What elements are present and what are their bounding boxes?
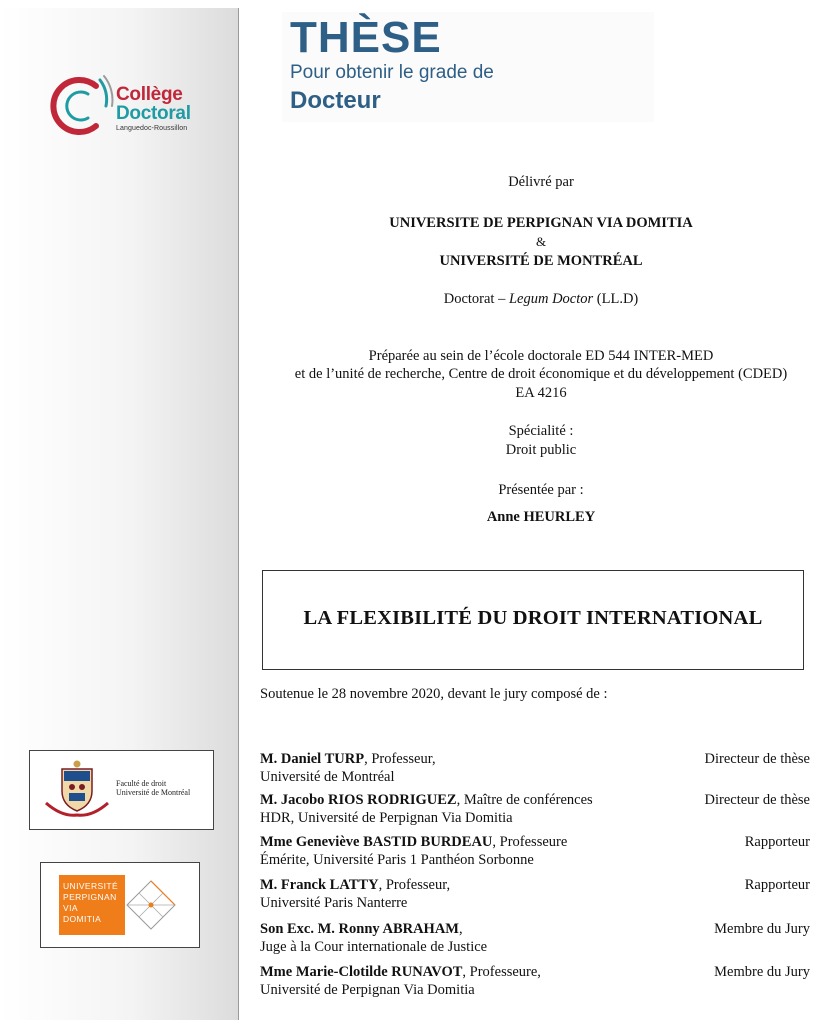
ampersand: &	[535, 234, 547, 249]
jury-member-affiliation: Juge à la Cour internationale de Justice	[260, 939, 488, 955]
speciality-value: Droit public	[505, 442, 577, 458]
upvd-logo-line4: DOMITIA	[63, 914, 102, 924]
upvd-logo	[40, 862, 200, 948]
udem-logo-line1: Faculté de droit	[116, 779, 167, 788]
jury-member-name: Mme Marie-Clotilde RUNAVOT	[260, 964, 463, 980]
jury-member-role: Rapporteur	[744, 877, 810, 893]
jury-member-role: Membre du Jury	[714, 921, 810, 937]
jury-member	[260, 833, 816, 869]
udem-logo-line2: Université de Montréal	[116, 788, 191, 797]
jury-member-affiliation: Émérite, Université Paris 1 Panthéon Sorbonne	[260, 852, 534, 868]
logo-text-doctoral: Doctoral	[116, 103, 191, 124]
doctorate-abbrev: (LL.D)	[596, 291, 639, 307]
logo-text-region: Languedoc-Roussillon	[116, 125, 188, 132]
thesis-title-box	[262, 570, 804, 670]
jury-member-role: Directeur de thèse	[704, 751, 810, 767]
jury-member-title: , Professeur,	[378, 877, 451, 893]
jury-member-title: , Professeure	[492, 834, 568, 850]
thesis-grade: Docteur	[290, 87, 381, 114]
doctorate-latin: Legum Doctor	[508, 291, 594, 307]
jury-member-name: M. Daniel TURP	[260, 751, 365, 767]
jury-member-title: , Professeur,	[364, 751, 436, 767]
jury-member-affiliation: Université de Montréal	[260, 769, 395, 785]
jury-member	[260, 920, 816, 956]
jury-member-affiliation: HDR, Université de Perpignan Via Domitia	[260, 810, 513, 826]
defense-statement: Soutenue le 28 novembre 2020, devant le jury composé de :	[260, 686, 608, 702]
university-montreal: UNIVERSITÉ DE MONTRÉAL	[439, 253, 643, 269]
thesis-title: LA FLEXIBILITÉ DU DROIT INTERNATIONAL	[303, 607, 763, 629]
jury-member	[260, 791, 816, 827]
doctorate-prefix: Doctorat –	[443, 291, 506, 307]
presented-label: Présentée par :	[498, 482, 584, 498]
thesis-heading: THÈSE	[290, 13, 442, 62]
jury-member-role: Directeur de thèse	[704, 792, 810, 808]
author-name: Anne HEURLEY	[486, 509, 596, 525]
jury-member	[260, 963, 816, 999]
jury-member-title: , Maître de conférences	[456, 792, 593, 808]
prepared-line3: EA 4216	[515, 385, 567, 401]
college-doctoral-emblem-icon	[44, 70, 114, 142]
jury-member-role: Rapporteur	[744, 834, 810, 850]
upvd-logo-line3: VIA	[63, 903, 78, 913]
jury-member-name: Son Exc. M. Ronny ABRAHAM	[260, 921, 459, 937]
jury-member-affiliation: Université Paris Nanterre	[260, 895, 408, 911]
jury-member-role: Membre du Jury	[714, 964, 810, 980]
jury-member	[260, 876, 816, 912]
delivered-by: Délivré par	[508, 174, 574, 190]
speciality-label: Spécialité :	[508, 423, 574, 439]
udem-logo	[29, 750, 214, 830]
jury-member-affiliation: Université de Perpignan Via Domitia	[260, 982, 475, 998]
jury-member-title: ,	[459, 921, 463, 937]
jury-member	[260, 750, 816, 786]
thesis-subheading: Pour obtenir le grade de	[290, 62, 494, 83]
jury-member-title: , Professeure,	[462, 964, 541, 980]
jury-member-name: Mme Geneviève BASTID BURDEAU	[260, 834, 493, 850]
upvd-lattice-icon	[121, 871, 191, 939]
jury-member-name: M. Jacobo RIOS RODRIGUEZ	[260, 792, 457, 808]
logo-text-college: Collège	[116, 84, 183, 105]
college-doctoral-logo	[44, 70, 214, 142]
upvd-logo-line2: PERPIGNAN	[63, 892, 117, 902]
jury-member-name: M. Franck LATTY	[260, 877, 379, 893]
university-perpignan: UNIVERSITE DE PERPIGNAN VIA DOMITIA	[389, 215, 693, 231]
udem-crest-icon	[42, 759, 112, 819]
doctorate-line	[260, 290, 822, 308]
udem-logo-text	[116, 779, 190, 797]
prepared-line2: et de l’unité de recherche, Centre de droit économique et du développement (CDED)	[294, 366, 788, 382]
upvd-logo-text	[63, 881, 118, 925]
upvd-logo-line1: UNIVERSITÉ	[63, 881, 119, 891]
prepared-line1: Préparée au sein de l’école doctorale ED 544 INTER-MED	[368, 348, 714, 364]
